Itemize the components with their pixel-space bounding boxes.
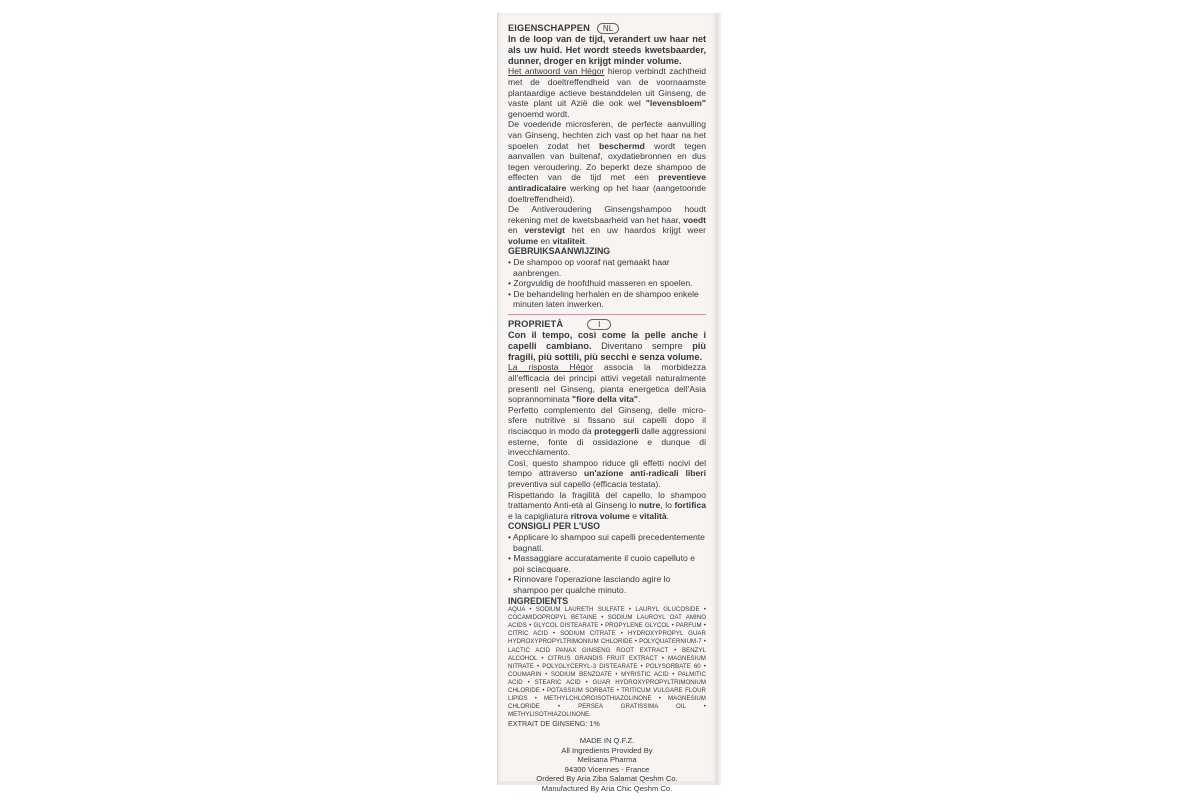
ingredients-list: AQUA • SODIUM LAURETH SULFATE • LAURYL GLUCOSIDE • COCAMIDOPROPYL BETAINE • SODIUM LAUROYL OAT AMINO ACIDS • GLYCOL DISTEARATE • PROPYLENE GLYCOL • PARFUM • CITRIC ACID • SODIUM CITRATE • HYDROXYPROPYL GUAR HYDROXYPROPYLTRIMONIUM CHLORIDE • POLYQUATERNIUM-7 • LACTIC ACID PANAX GINSENG ROOT EXTRACT • BENZYL ALCOHOL • CITRUS GRANDIS FRUIT EXTRACT • MAGNESIUM NITRATE • POLYGLYCERYL-3 DISTEARATE • POLYSORBATE 60 • COUMARIN • SODIUM BENZOATE • MYRISTIC ACID • PALMITIC ACID • STEARIC ACID • GUAR HYDROXYPROPYLTRIMONIUM CHLORIDE • POTASSIUM SORBATE • TRITICUM VULGARE FLOUR LIPIDS • METHYLCHLOROISOTHIAZOLINONE • MAGNESIUM CHLORIDE • PERSEA GRATISSIMA OIL • METHYLISOTHIAZOLINONE. <box>508 606 706 719</box>
text: Rispettando la fragilità del capello, lo shampoo trattamento Anti-età al Ginseng lo <box>508 489 706 511</box>
product-box-side <box>497 13 717 793</box>
ingredients-title: INGREDIENTS <box>508 595 569 606</box>
paragraph-nl-1 <box>508 66 706 119</box>
title-text: EIGENSCHAPPEN <box>508 23 590 33</box>
emphasis: preventieve antiradicalaire <box>508 172 706 193</box>
brand-answer: Het antwoord van Hégor <box>508 66 605 77</box>
section-title-nl <box>508 23 706 34</box>
emphasis: beschermd <box>599 140 645 151</box>
emphasis: vitalità <box>639 510 667 521</box>
text: . <box>666 510 670 521</box>
emphasis: "fiore della vita" <box>572 394 638 405</box>
text: dalle aggressioni esterne, fonte di ossidazione e dunque di invecchiamento. <box>508 426 706 458</box>
usage-title-it: CONSIGLI PER L'USO <box>508 521 601 532</box>
text: Diventano sempre <box>591 340 693 351</box>
text: wordt tegen aanvallen van buitenaf, oxydatiebronnen en dus tegen veroudering. Zo beperkt deze shampoo de effecten van de tijd met een <box>508 140 706 183</box>
text: associa la morbidezza all'efficacia dei principi attivi vegetali naturalmente presenti nel Ginseng, pianta energetica dell'Asia soprannominata <box>508 362 706 405</box>
manufacturer-info <box>508 736 706 794</box>
usage-item-nl: • Zorgvuldig de hoofdhuid masseren en spoelen. <box>508 278 693 289</box>
paragraph-it-2 <box>508 405 706 458</box>
footer-line: Manufactured By Aria Chic Qeshm Co. <box>541 783 673 793</box>
footer-line: Melisana Pharma <box>577 755 637 765</box>
text: , lo <box>660 500 675 511</box>
lead-paragraph-nl: In de loop van de tijd, verandert uw haar net als uw huid. Het wordt steeds kwetsbaarder, dunner, droger en krijgt minder volume. <box>508 34 706 66</box>
emphasis: proteggerli <box>594 426 640 436</box>
usage-item-it: • Rinnovare l'operazione lasciando agire lo shampoo per qualche minuto. <box>508 574 671 595</box>
text: più fragili, più sottili, più secchi e senza volume. <box>508 340 707 362</box>
label-text <box>508 23 706 794</box>
emphasis: volume <box>508 235 539 246</box>
emphasis: "levensbloem" <box>645 98 706 109</box>
footer-line: Ordered By Aria Ziba Salamat Qeshm Co. <box>536 774 678 784</box>
box-side-edge <box>717 13 721 785</box>
text: e <box>629 510 640 521</box>
paragraph-it-4 <box>508 490 706 522</box>
text: het en uw haardos krijgt weer <box>564 225 706 236</box>
emphasis: ritrova volume <box>570 510 630 521</box>
paragraph-it-3 <box>508 458 706 490</box>
usage-item-it: • Applicare lo shampoo sui capelli precedentemente bagnati. <box>508 531 705 553</box>
paragraph-nl-2 <box>508 119 706 204</box>
text: en <box>538 235 553 246</box>
text: hierop verbindt zachtheid met de doeltreffendheid van de voornaamste plantaardige actieve bestanddelen uit Ginseng, de vaste plant uit Azië die ook wel <box>508 66 706 109</box>
text: e la capigliatura <box>508 510 571 521</box>
usage-item-it: • Massaggiare accuratamente il cuoio capelluto e poi sciacquare. <box>508 553 695 574</box>
emphasis: nutre <box>638 500 661 511</box>
ginseng-extract-percentage: EXTRAIT DE GINSENG: 1% <box>508 719 600 729</box>
text: De voedende microsferen, de perfecte aanvulling van Ginseng, hechten zich vast op het haar na het spoelen zodat het <box>508 119 706 151</box>
title-text: PROPRIETÀ <box>508 319 564 330</box>
emphasis: voedt <box>683 214 706 225</box>
emphasis: verstevigt <box>524 225 565 236</box>
footer-line: 94300 Vicennes - France <box>564 764 650 774</box>
paragraph-it-1 <box>508 362 706 404</box>
text: werking op het haar (aangetoonde doeltreffendheid). <box>508 182 706 204</box>
text: . <box>637 394 641 405</box>
language-badge-it: I <box>587 319 611 330</box>
lead-paragraph-it <box>508 330 706 362</box>
language-badge-nl: NL <box>597 23 619 34</box>
footer-line: All Ingredients Provided By <box>561 745 653 755</box>
brand-answer: La risposta Hégor <box>508 362 593 373</box>
text: . <box>584 235 588 246</box>
text: Perfetto complemento del Ginseng, delle micro-sfere nutritive si fissano sui capelli dopo il risciacquo in modo da <box>508 404 706 436</box>
usage-title-nl: GEBRUIKSAANWIJZING <box>508 246 611 257</box>
text: Così, questo shampoo riduce gli effetti nocivi del tempo attraverso <box>508 457 706 479</box>
emphasis: vitaliteit <box>552 235 585 246</box>
section-divider <box>508 314 706 315</box>
emphasis: fortifica <box>674 500 706 511</box>
text: genoemd wordt. <box>508 108 570 119</box>
usage-item-nl: • De shampoo op vooraf nat gemaakt haar aanbrengen. <box>508 257 670 278</box>
emphasis: un'azione anti-radicali liberi <box>584 468 706 479</box>
text: De Antiveroudering Ginsengshampoo houdt rekening met de kwetsbaarheid van het haar, <box>508 204 706 225</box>
paragraph-nl-3 <box>508 204 706 246</box>
footer-line: MADE IN Q.F.Z. <box>579 736 635 745</box>
section-title-it <box>508 319 706 330</box>
text: en <box>508 225 525 236</box>
text: preventiva sul capello (efficacia testata). <box>508 478 661 489</box>
text: Con il tempo, così come la pelle anche i capelli cambiano. <box>508 330 706 351</box>
usage-item-nl: • De behandeling herhalen en de shampoo enkele minuten laten inwerken. <box>508 288 699 310</box>
